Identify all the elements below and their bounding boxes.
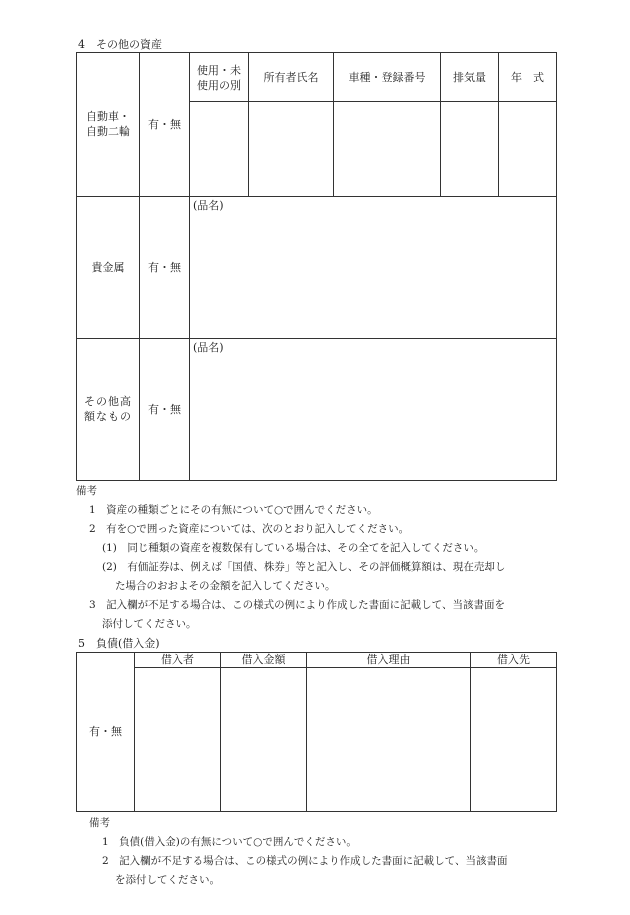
remark-note: を添付してください。 [115,874,220,886]
remark-note: (1) 同じ種類の資産を複数保有している場合は、その全てを記入してください。 [102,542,485,554]
row-metal-label: 貴金属 [91,261,125,274]
header-usage: 使用・未 使用の別 [197,64,241,92]
header-owner: 所有者氏名 [263,71,319,84]
remark-note: 2 有を○で囲った資産については、次のとおり記入してください。 [89,523,410,535]
header-vehicle: 車種・登録番号 [348,71,426,84]
remarks-title: 備考 [89,817,110,829]
remark-note: た場合のおおよその金額を記入してください。 [115,580,336,592]
remark-note: 添付してください。 [102,618,197,630]
row-car-yesno[interactable]: 有・無 [148,118,181,131]
row-other-yesno[interactable]: 有・無 [148,403,181,416]
header-borrower: 借入者 [161,653,194,666]
row-metal-item-label: (品名) [193,199,224,212]
header-lender: 借入先 [497,653,530,666]
remark-note: 1 資産の種類ごとにその有無について○で囲んでください。 [89,504,378,516]
section5-title: 5 負債(借入金) [78,637,160,650]
row-car-label: 自動車・ 自動二輪 [86,110,130,138]
remark-note: (2) 有価証券は、例えば「国債、株券」等と記入し、その評価概算額は、現在売却し [102,561,506,573]
remarks-title: 備考 [76,485,97,497]
header-year: 年 式 [511,71,544,84]
remark-note: 2 記入欄が不足する場合は、この様式の例により作成した書面に記載して、当該書面 [102,855,508,867]
remark-note: 3 記入欄が不足する場合は、この様式の例により作成した書面に記載して、当該書面を [89,599,505,611]
row-other-item-label: (品名) [193,341,224,354]
header-amount: 借入金額 [241,653,286,666]
remark-note: 1 負債(借入金)の有無について○で囲んでください。 [102,836,357,848]
header-displacement: 排気量 [453,71,486,84]
liability-yesno[interactable]: 有・無 [89,725,122,738]
row-metal-yesno[interactable]: 有・無 [148,261,181,274]
header-reason: 借入理由 [366,653,411,666]
section4-title: 4 その他の資産 [78,38,162,51]
row-other-label: その他高 額なもの [84,395,132,423]
